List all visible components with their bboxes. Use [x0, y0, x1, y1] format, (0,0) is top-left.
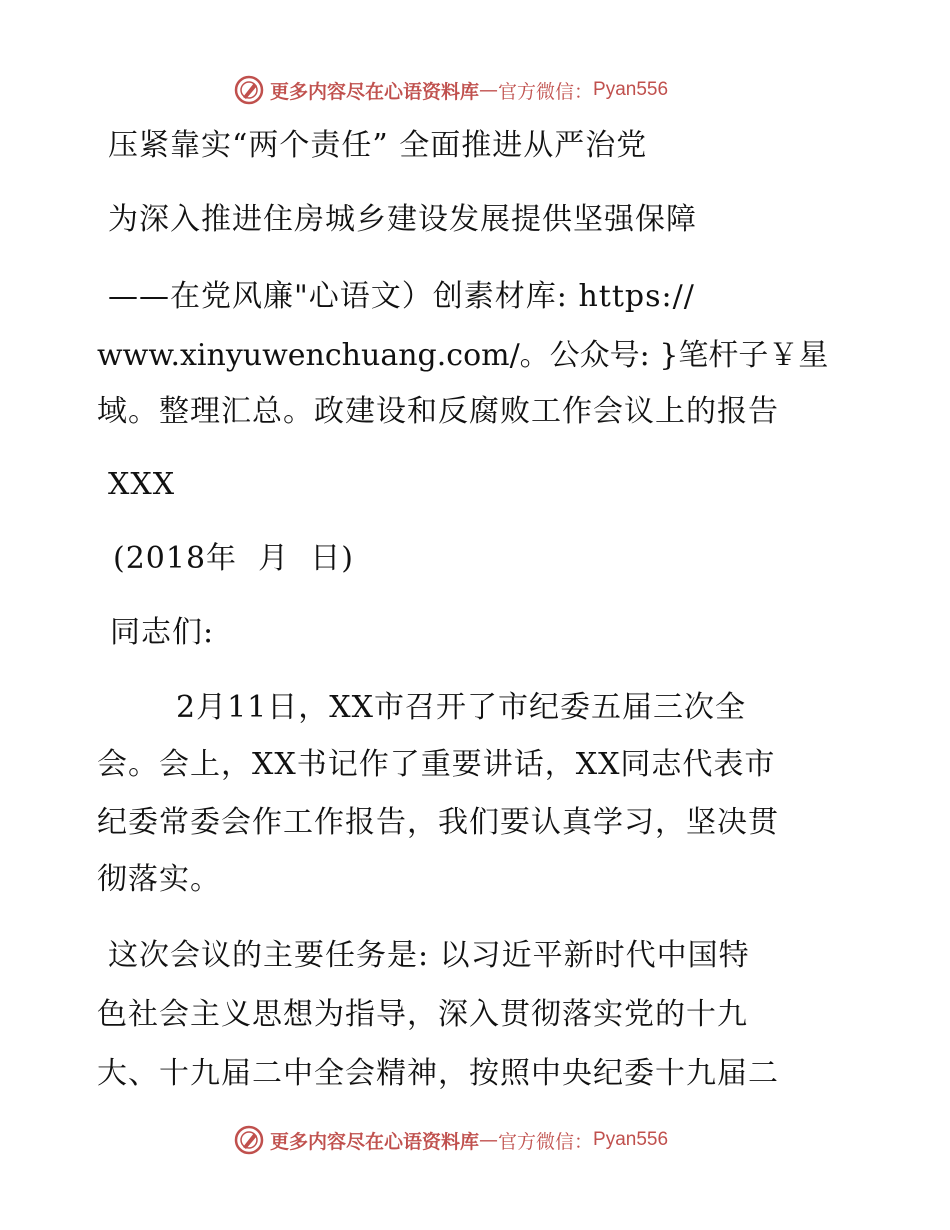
para1-line2: 会。会上，XX书记作了重要讲话，XX同志代表市	[97, 747, 776, 782]
watermark-banner-bottom	[234, 1122, 714, 1158]
para1-line1: 2月11日，XX市召开了市纪委五届三次全	[176, 690, 746, 725]
doc-subtitle-line1: ——在党风廉"心语文）创素材库: https://	[108, 279, 695, 314]
watermark-account-id: Pyan556	[593, 1129, 669, 1150]
para2-line3: 大、十九届二中全会精神，按照中央纪委十九届二	[97, 1056, 779, 1091]
pen-logo-icon	[234, 1125, 264, 1155]
watermark-text: 更多内容尽在心语资料库	[270, 80, 480, 103]
para1-line3: 纪委常委会作工作报告，我们要认真学习，坚决贯	[97, 805, 779, 840]
doc-title-line2: 为深入推进住房城乡建设发展提供坚强保障	[108, 202, 697, 237]
doc-salutation: 同志们:	[110, 615, 215, 650]
watermark-banner-top	[234, 72, 714, 108]
watermark-separator: —	[479, 1129, 499, 1151]
watermark-separator: —	[479, 79, 499, 101]
para2-line2: 色社会主义思想为指导，深入贯彻落实党的十九	[97, 997, 748, 1032]
watermark-account-id: Pyan556	[593, 79, 669, 100]
doc-date: (2018年 月 日)	[113, 541, 354, 576]
para1-line4: 彻落实。	[97, 862, 221, 897]
doc-title-line1: 压紧靠实“两个责任” 全面推进从严治党	[108, 128, 648, 163]
watermark-account-label: 官方微信：	[498, 80, 594, 103]
para2-line1: 这次会议的主要任务是: 以习近平新时代中国特	[108, 938, 750, 973]
doc-subtitle-line2: www.xinyuwenchuang.com/。公众号: }笔杆子￥星	[97, 338, 829, 373]
watermark-text: 更多内容尽在心语资料库	[270, 1130, 480, 1153]
doc-author: XXX	[108, 467, 176, 502]
doc-subtitle-line3: 域。整理汇总。政建设和反腐败工作会议上的报告	[97, 394, 779, 429]
pen-logo-icon	[234, 75, 264, 105]
watermark-account-label: 官方微信：	[498, 1130, 594, 1153]
